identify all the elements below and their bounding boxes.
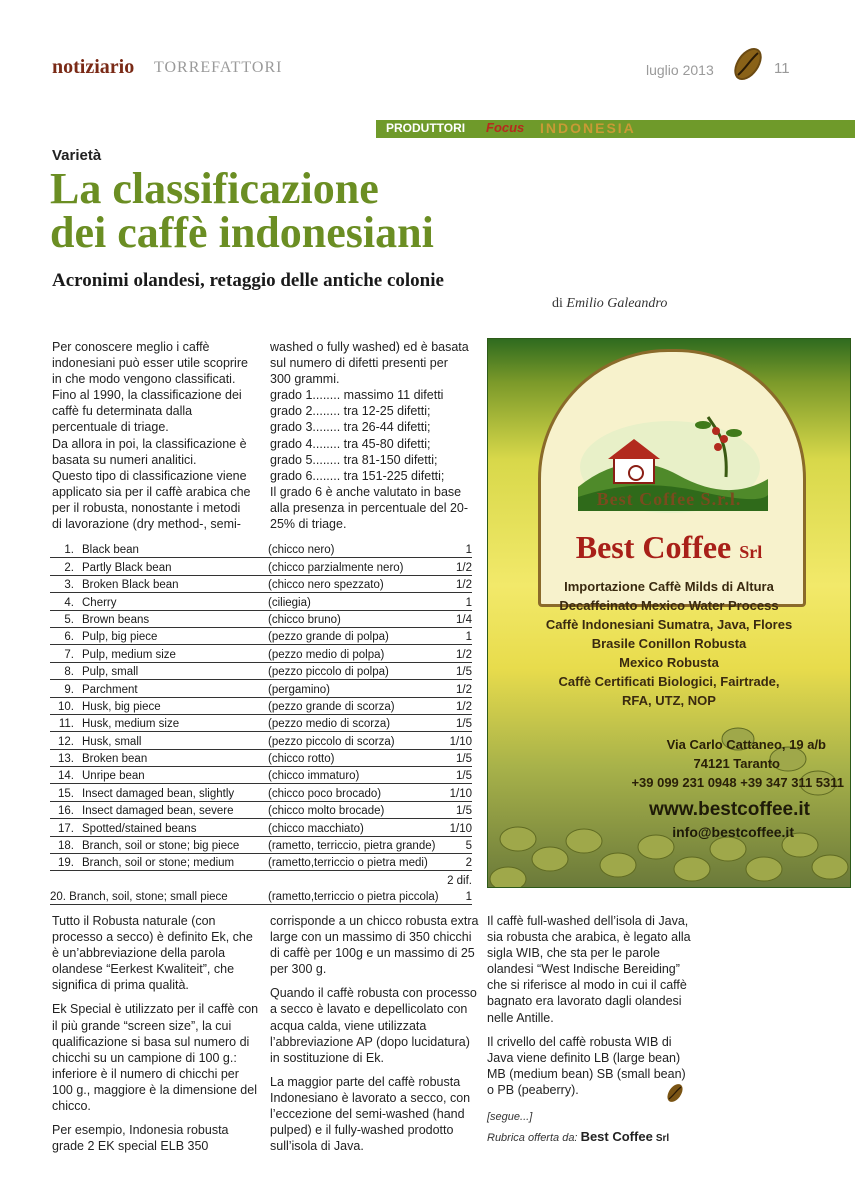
kicker: Varietà xyxy=(52,147,102,164)
defect-last-value: 1 xyxy=(444,888,472,905)
intro-line: caffè fu determinata dalla xyxy=(52,404,193,419)
ad-product-lines xyxy=(488,577,850,710)
focus-label: Focus xyxy=(486,120,525,135)
defect-it: (rametto,terriccio o pietra medi) xyxy=(268,854,444,871)
defect-num: 2. xyxy=(50,558,82,575)
intro-line: alla presenza in percentuale del 20- xyxy=(270,500,469,515)
body-paragraph: Tutto il Robusta naturale (con processo a secco) è definito Ek, che è un’abbreviazione della parola olandese “Eerkest Kwaliteit”, che significa di prima qualità. xyxy=(52,914,253,993)
body-paragraph: La maggior parte del caffè robusta Indonesiano è lavorato a secco, con l’eccezione del semi-washed (hand pulped) e il fully-washed prodotto sull’isola di Java. xyxy=(270,1074,471,1154)
page-number: 11 xyxy=(774,60,790,77)
defect-en: Pulp, medium size xyxy=(82,645,268,662)
ad-website[interactable] xyxy=(488,799,850,821)
defect-it: (chicco parzialmente nero) xyxy=(268,558,444,575)
intro-line: percentuale di triage. xyxy=(52,420,169,435)
defect-value: 1/5 xyxy=(444,662,472,679)
intro-line: grado 4........ tra 45-80 difetti; xyxy=(270,436,431,451)
defect-it: (chicco macchiato) xyxy=(268,819,444,836)
defect-row xyxy=(50,541,472,558)
defect-it: (chicco immaturo) xyxy=(268,767,444,784)
ad-address-2: 74121 Taranto xyxy=(693,756,780,771)
defect-en: Black bean xyxy=(82,541,268,558)
defect-row xyxy=(50,801,472,818)
defect-num: 9. xyxy=(50,680,82,697)
byline-prefix: di xyxy=(552,296,563,311)
defect-row xyxy=(50,767,472,784)
defect-value: 1 xyxy=(444,627,472,644)
defect-row xyxy=(50,593,472,610)
defect-num: 12. xyxy=(50,732,82,749)
defect-value: 1/10 xyxy=(444,819,472,836)
intro-line: grado 1........ massimo 11 difetti xyxy=(270,388,444,403)
defect-value: 1/2 xyxy=(444,697,472,714)
body-column-1 xyxy=(52,913,262,1154)
defect-it: (pezzo grande di polpa) xyxy=(268,627,444,644)
defect-num: 14. xyxy=(50,767,82,784)
defect-en: Unripe bean xyxy=(82,767,268,784)
intro-line: Questo tipo di classificazione viene xyxy=(52,468,247,483)
publication-subtitle: TORREFATTORI xyxy=(154,59,283,76)
intro-line: Il grado 6 è anche valutato in base xyxy=(270,484,462,499)
intro-line: sul numero di difetti presenti per xyxy=(270,356,448,371)
ad-email-text: info@bestcoffee.it xyxy=(672,824,794,840)
defect-num: 5. xyxy=(50,610,82,627)
headline-line-1: La classificazione xyxy=(50,164,379,213)
body-column-2 xyxy=(270,913,480,1154)
defect-row xyxy=(50,819,472,836)
defect-num: 16. xyxy=(50,801,82,818)
ad-product-line: Caffè Indonesiani Sumatra, Java, Flores xyxy=(545,617,793,632)
defect-value: 1/2 xyxy=(444,680,472,697)
defect-en: Insect damaged bean, slightly xyxy=(82,784,268,801)
defect-value: 1/4 xyxy=(444,610,472,627)
ad-email[interactable] xyxy=(488,824,850,840)
defect-num: 4. xyxy=(50,593,82,610)
intro-line: grado 6........ tra 151-225 difetti; xyxy=(270,468,445,483)
defect-last-row xyxy=(50,888,472,905)
defect-value: 1/5 xyxy=(444,801,472,818)
focus-country: INDONESIA xyxy=(540,120,636,136)
defect-extra-row xyxy=(50,871,472,888)
defect-it: (chicco rotto) xyxy=(268,749,444,766)
defect-en: Parchment xyxy=(82,680,268,697)
ad-product-line: Importazione Caffè Milds di Altura xyxy=(564,579,774,594)
defect-en: Husk, small xyxy=(82,732,268,749)
defect-it: (rametto, terriccio, pietra grande) xyxy=(268,836,444,853)
author: Emilio Galeandro xyxy=(566,296,668,311)
ad-product-line: RFA, UTZ, NOP xyxy=(622,693,716,708)
defect-row xyxy=(50,749,472,766)
body-paragraph: Il caffè full-washed dell’isola di Java, sia robusta che arabica, è legato alla sigla WIB, che sta per le parole olandesi “West Indische Bereiding” che si riferisce al modo in cui il caffè bagnato era lavorato dagli olandesi nelle Antille. xyxy=(487,914,691,1025)
defect-en: Branch, soil or stone; medium xyxy=(82,854,268,871)
intro-line: 300 grammi. xyxy=(270,372,340,387)
intro-line: per il robusta, nonostante i metodi xyxy=(52,500,241,515)
headline-line-2: dei caffè indonesiani xyxy=(50,208,434,257)
defect-value: 1/10 xyxy=(444,784,472,801)
defect-last-it: (rametto,terriccio o pietra piccola) xyxy=(268,888,444,905)
defect-row xyxy=(50,662,472,679)
intro-line: Fino al 1990, la classificazione dei xyxy=(52,388,242,403)
defect-value: 1/5 xyxy=(444,749,472,766)
intro-column-1 xyxy=(52,339,262,532)
defect-en: Broken Black bean xyxy=(82,575,268,592)
sponsor-credit xyxy=(487,1129,669,1144)
defect-row xyxy=(50,575,472,592)
farm-logo-icon xyxy=(558,387,782,537)
intro-line: applicato sia per il caffè arabica che xyxy=(52,484,251,499)
defects-table xyxy=(50,541,472,905)
defect-row xyxy=(50,836,472,853)
defect-it: (chicco molto brocade) xyxy=(268,801,444,818)
subtitle: Acronimi olandesi, retaggio delle antiche colonie xyxy=(52,270,444,291)
defect-num: 6. xyxy=(50,627,82,644)
intro-line: Per conoscere meglio i caffè xyxy=(52,340,210,354)
defect-num: 8. xyxy=(50,662,82,679)
defect-row xyxy=(50,680,472,697)
intro-line: indonesiani può esser utile scoprire xyxy=(52,356,248,371)
intro-line: grado 5........ tra 81-150 difetti; xyxy=(270,452,438,467)
defect-value: 1/5 xyxy=(444,767,472,784)
defect-it: (pezzo piccolo di scorza) xyxy=(268,732,444,749)
publication-name: notiziario xyxy=(52,56,135,78)
ad-brand-suffix: Srl xyxy=(739,542,763,562)
defect-it: (pezzo grande di scorza) xyxy=(268,697,444,714)
defect-extra: 2 dif. xyxy=(447,874,472,887)
body-paragraph: Per esempio, Indonesia robusta grade 2 EK special ELB 350 xyxy=(52,1123,229,1154)
defect-value: 5 xyxy=(444,836,472,853)
body-paragraph: Quando il caffè robusta con processo a secco è lavato e depellicolato con acqua calda, viene utilizzata l’abbreviazione AP (dopo lucidatura) in sostituzione di Ek. xyxy=(270,986,477,1065)
defect-value: 1/2 xyxy=(444,575,472,592)
ad-product-line: Decaffeinato Mexico Water Process xyxy=(559,598,779,613)
defect-it: (chicco nero) xyxy=(268,541,444,558)
intro-line: in che modo vengono classificati. xyxy=(52,372,236,387)
defect-en: Spotted/stained beans xyxy=(82,819,268,836)
body-paragraph: Ek Special è utilizzato per il caffè con il più grande “screen size”, la cui qualificazione si basa sul numero di chicchi su un campione di 100 g.: inferiore è il numero di chicchi per 100 g., maggiore è la dimensione del chicco. xyxy=(52,1002,259,1114)
defect-it: (pezzo piccolo di polpa) xyxy=(268,662,444,679)
intro-line: basata su numeri analitici. xyxy=(52,452,197,467)
defect-num: 17. xyxy=(50,819,82,836)
intro-line: 25% di triage. xyxy=(270,517,347,532)
defect-en: Insect damaged bean, severe xyxy=(82,801,268,818)
defect-row xyxy=(50,854,472,871)
defect-value: 1 xyxy=(444,593,472,610)
sponsor-prefix: Rubrica offerta da: xyxy=(487,1132,578,1144)
defect-it: (chicco bruno) xyxy=(268,610,444,627)
ad-website-text: www.bestcoffee.it xyxy=(649,799,810,820)
ad-phones: +39 099 231 0948 +39 347 311 5311 xyxy=(631,775,844,790)
sponsor-suffix: Srl xyxy=(655,1133,670,1144)
intro-line: di lavorazione (dry method-, semi- xyxy=(52,517,241,532)
ad-product-line: Mexico Robusta xyxy=(619,655,719,670)
defect-row xyxy=(50,610,472,627)
defect-row xyxy=(50,697,472,714)
ad-contact xyxy=(488,735,850,792)
best-coffee-ad xyxy=(487,338,851,888)
issue-date: luglio 2013 xyxy=(646,62,714,78)
defect-num: 19. xyxy=(50,854,82,871)
ad-product-line: Brasile Conillon Robusta xyxy=(591,636,747,651)
defect-value: 1/2 xyxy=(444,558,472,575)
defect-value: 2 xyxy=(444,854,472,871)
body-column-3 xyxy=(487,913,692,1098)
defect-it: (pezzo medio di scorza) xyxy=(268,714,444,731)
defect-en: Pulp, small xyxy=(82,662,268,679)
sponsor-name: Best Coffee xyxy=(580,1129,653,1144)
body-paragraph: Il crivello del caffè robusta WIB di Java viene definito LB (large bean) MB (medium bean) SB (small bean) o PB (peaberry). xyxy=(487,1034,686,1097)
defect-en: Cherry xyxy=(82,593,268,610)
defect-num: 3. xyxy=(50,575,82,592)
defect-row xyxy=(50,627,472,644)
ad-address-1: Via Carlo Cattaneo, 19 a/b xyxy=(666,737,826,752)
body-paragraph: corrisponde a un chicco robusta extra large con un massimo di 350 chicchi di caffè per 100g e un massimo di 25 per 300 g. xyxy=(270,914,479,977)
intro-line: washed o fully washed) ed è basata xyxy=(270,340,469,354)
defect-it: (ciliegia) xyxy=(268,593,444,610)
ad-product-line: Caffè Certificati Biologici, Fairtrade, xyxy=(558,674,780,689)
defect-row xyxy=(50,558,472,575)
defect-en: Pulp, big piece xyxy=(82,627,268,644)
defect-en: Husk, big piece xyxy=(82,697,268,714)
defect-it: (chicco nero spezzato) xyxy=(268,575,444,592)
ad-brand-name: Best Coffee xyxy=(575,529,732,565)
defect-row xyxy=(50,732,472,749)
ad-brand xyxy=(488,529,850,566)
defect-it: (pezzo medio di polpa) xyxy=(268,645,444,662)
defect-num: 13. xyxy=(50,749,82,766)
continued-note: [segue...] xyxy=(487,1111,533,1123)
defect-row xyxy=(50,645,472,662)
defect-en: Partly Black bean xyxy=(82,558,268,575)
defect-en: Broken bean xyxy=(82,749,268,766)
defect-last-label: 20. Branch, soil, stone; small piece xyxy=(50,888,268,905)
defect-it: (chicco poco brocado) xyxy=(268,784,444,801)
defect-en: Brown beans xyxy=(82,610,268,627)
defect-num: 15. xyxy=(50,784,82,801)
intro-line: grado 2........ tra 12-25 difetti; xyxy=(270,404,431,419)
section-label: PRODUTTORI xyxy=(386,121,466,135)
intro-column-2 xyxy=(270,339,480,532)
coffee-bean-icon xyxy=(664,1082,686,1104)
defect-value: 1/2 xyxy=(444,645,472,662)
defect-en: Husk, medium size xyxy=(82,714,268,731)
defect-row xyxy=(50,784,472,801)
defect-it: (pergamino) xyxy=(268,680,444,697)
defect-value: 1/10 xyxy=(444,732,472,749)
defect-num: 10. xyxy=(50,697,82,714)
coffee-bean-icon xyxy=(728,44,768,84)
defect-row xyxy=(50,714,472,731)
defect-value: 1/5 xyxy=(444,714,472,731)
defect-num: 7. xyxy=(50,645,82,662)
headline xyxy=(50,164,590,257)
defect-en: Branch, soil or stone; big piece xyxy=(82,836,268,853)
defect-num: 1. xyxy=(50,541,82,558)
intro-line: grado 3........ tra 26-44 difetti; xyxy=(270,420,431,435)
byline xyxy=(552,296,667,312)
defect-value: 1 xyxy=(444,541,472,558)
ad-logo-caption: Best Coffee S.r.l. xyxy=(596,489,742,509)
defect-num: 11. xyxy=(50,714,82,731)
defect-num: 18. xyxy=(50,836,82,853)
intro-line: Da allora in poi, la classificazione è xyxy=(52,436,247,451)
